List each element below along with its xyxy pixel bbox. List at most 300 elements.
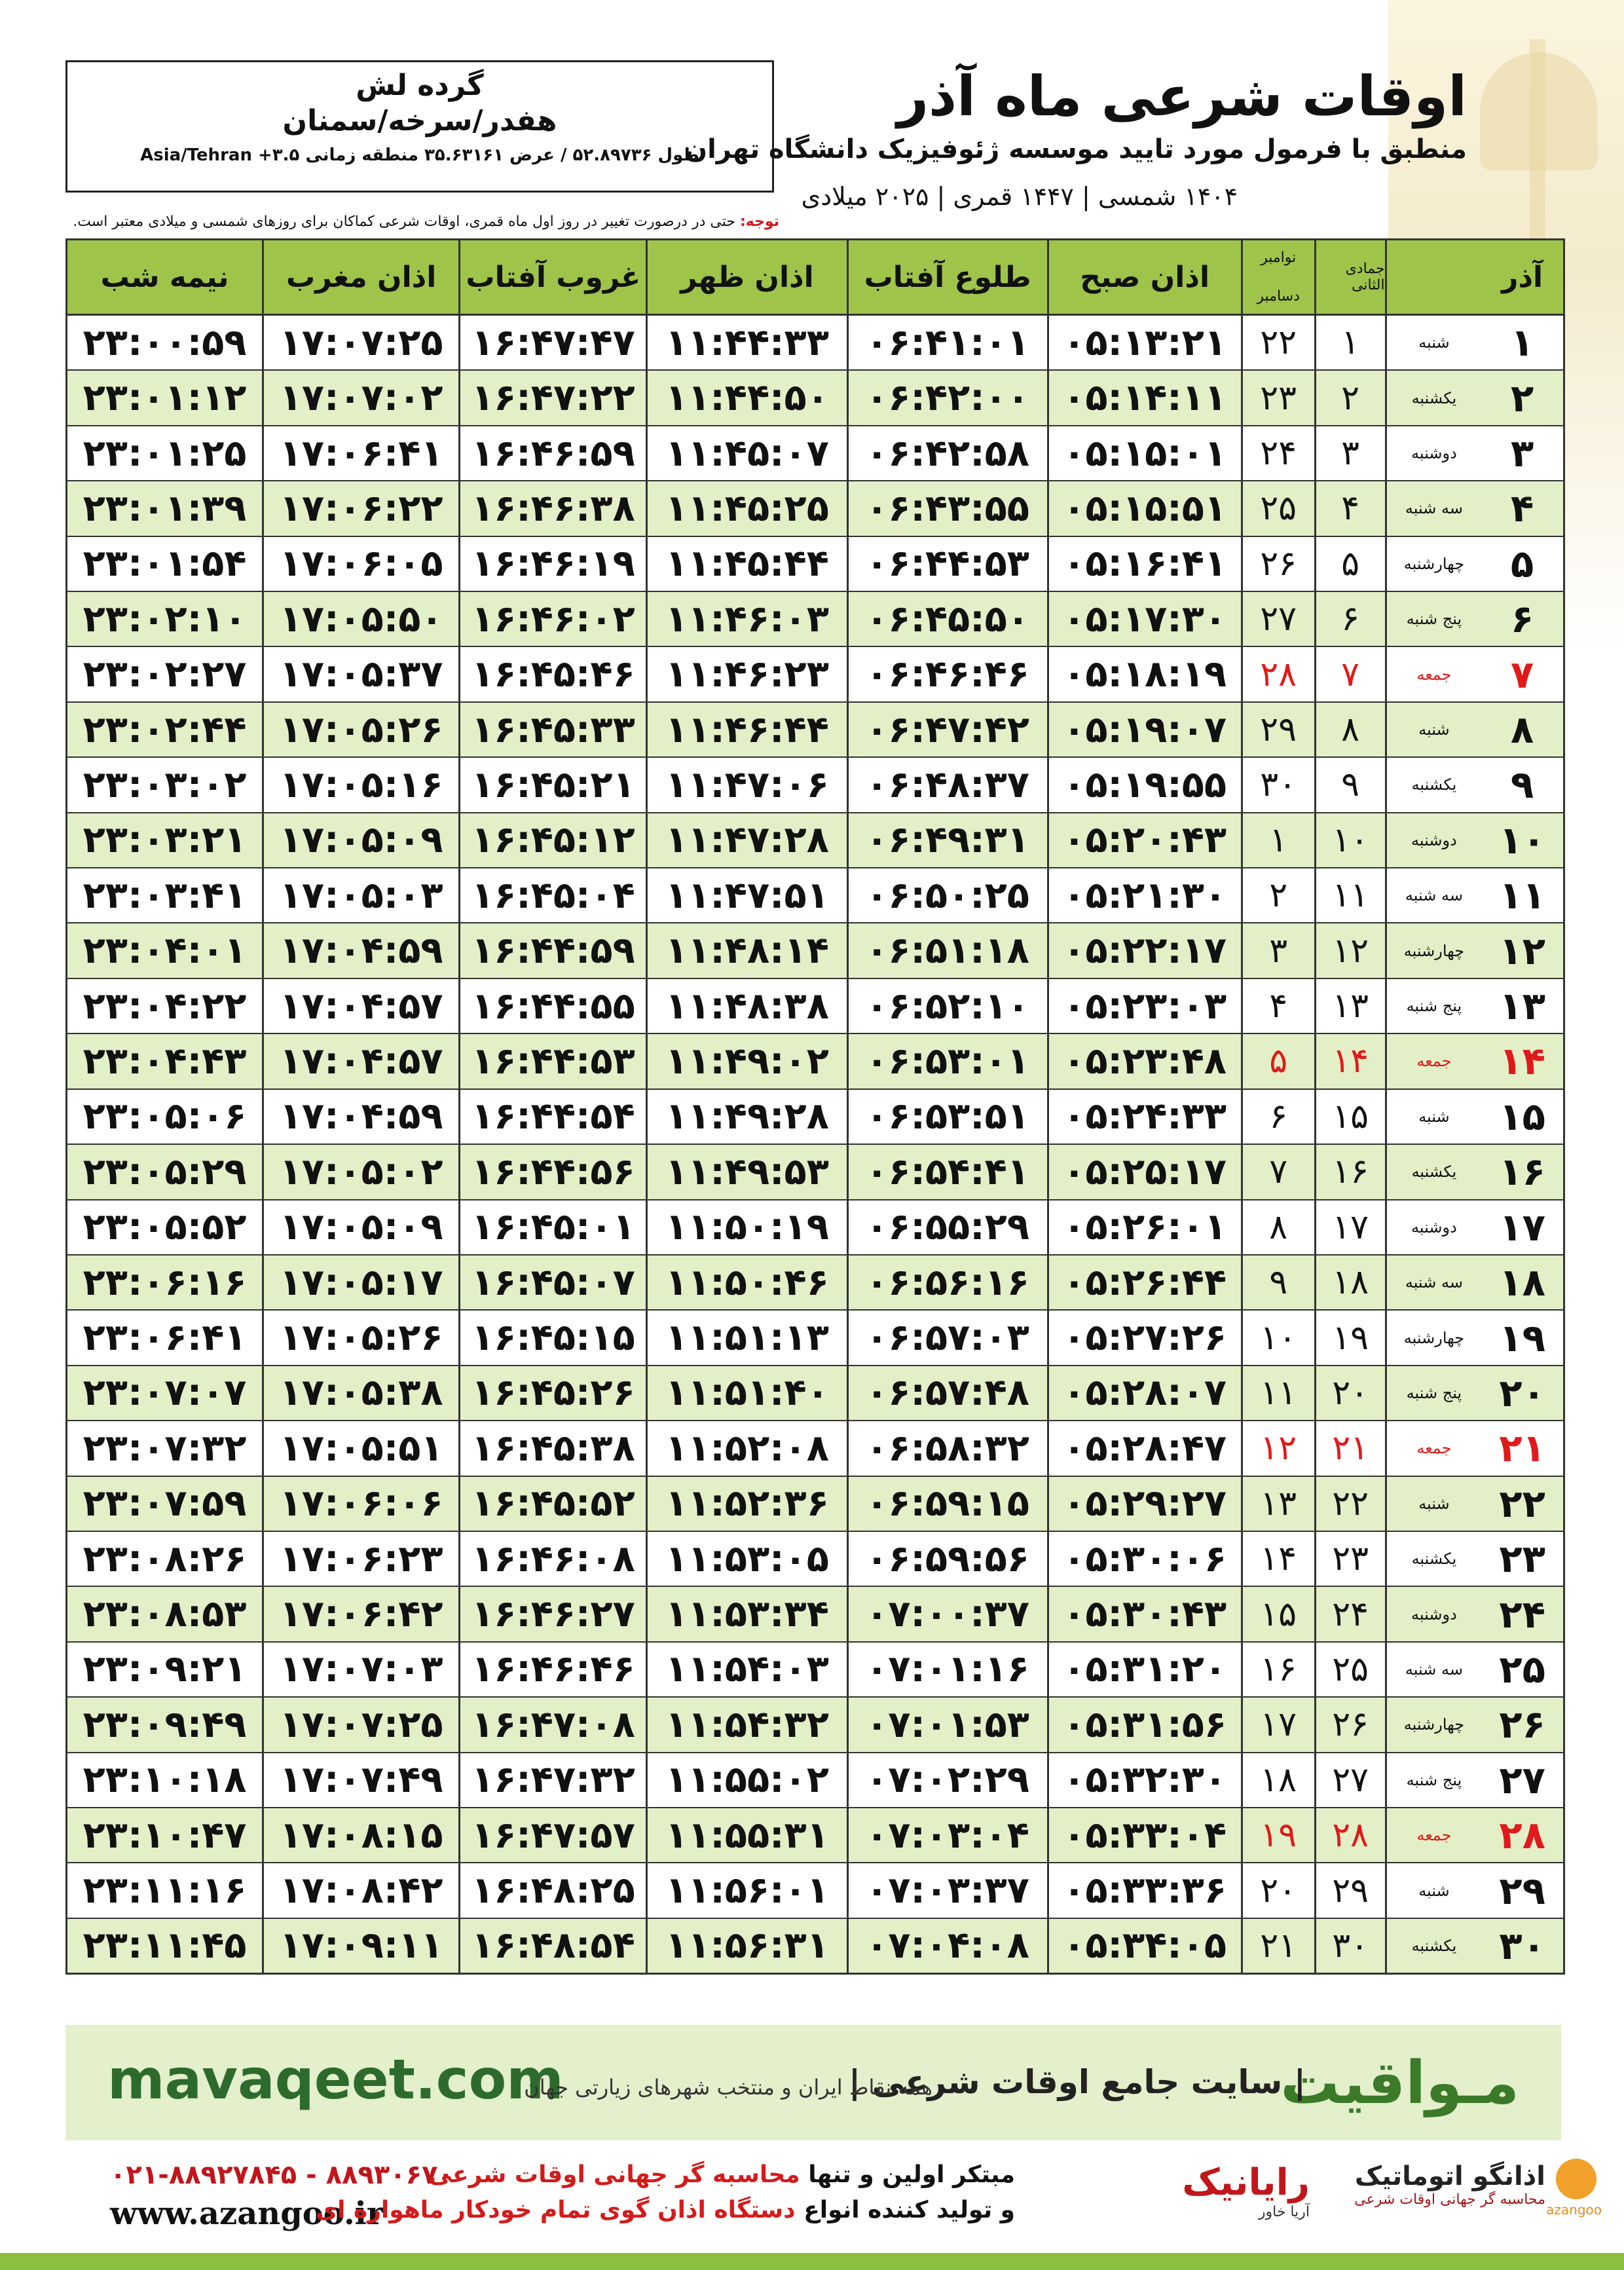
table-row	[67, 923, 1563, 978]
sunset-time: ۱۶:۴۵:۴۶	[458, 647, 646, 701]
hijri-day: ۷	[1314, 647, 1385, 701]
weekday: سه شنبه	[1385, 1643, 1482, 1696]
sunset-time: ۱۶:۴۴:۵۵	[458, 979, 646, 1033]
fajr-time: ۰۵:۳۰:۴۳	[1047, 1587, 1241, 1641]
midnight-time: ۲۳:۰۲:۱۰	[83, 597, 247, 641]
sunrise-time: ۰۶:۴۲:۵۸	[847, 426, 1047, 480]
gregorian-day: ۵	[1241, 1034, 1314, 1088]
day-number: ۲۰	[1499, 1370, 1546, 1415]
header-gregorian	[1241, 240, 1314, 314]
fajr-time: ۰۵:۳۱:۲۰	[1047, 1643, 1241, 1696]
midnight-time: ۲۳:۰۸:۲۶	[83, 1537, 247, 1580]
hijri-day: ۲۱	[1314, 1421, 1385, 1475]
table-row	[67, 1698, 1563, 1753]
gregorian-day: ۱۸	[1241, 1753, 1314, 1807]
midnight-time: ۲۳:۰۶:۱۶	[83, 1261, 247, 1304]
sunset-time: ۱۶:۴۵:۵۲	[458, 1477, 646, 1531]
table-row	[67, 537, 1563, 592]
fajr-time: ۰۵:۳۰:۰۶	[1047, 1532, 1241, 1586]
day-number: ۳	[1510, 431, 1534, 476]
hijri-day: ۲۲	[1314, 1477, 1385, 1531]
day-number: ۸	[1510, 707, 1534, 753]
gregorian-day: ۲۵	[1241, 481, 1314, 535]
hijri-day: ۴	[1314, 481, 1385, 535]
midnight-time: ۲۳:۰۲:۴۴	[83, 708, 247, 751]
table-row	[67, 1919, 1563, 1973]
maghrib-time: ۱۷:۰۷:۲۵	[262, 1698, 458, 1751]
midnight-time: ۲۳:۰۳:۲۱	[83, 819, 247, 862]
sunset-time: ۱۶:۴۷:۳۲	[458, 1753, 646, 1807]
dhuhr-time: ۱۱:۴۵:۰۷	[646, 426, 846, 480]
sunset-time: ۱۶:۴۶:۵۹	[458, 426, 646, 480]
dhuhr-time: ۱۱:۵۵:۳۱	[646, 1808, 846, 1862]
hijri-day: ۱۷	[1314, 1200, 1385, 1254]
midnight-time: ۲۳:۰۵:۵۲	[83, 1206, 247, 1249]
dhuhr-time: ۱۱:۴۷:۲۸	[646, 813, 846, 867]
midnight-time: ۲۳:۰۹:۴۹	[83, 1703, 247, 1746]
table-row	[67, 316, 1563, 371]
dhuhr-time: ۱۱:۴۵:۴۴	[646, 537, 846, 591]
day-number: ۲۵	[1499, 1647, 1546, 1692]
rayanik-sub: آریا خاور	[1258, 2204, 1310, 2220]
sunset-time: ۱۶:۴۶:۳۸	[458, 481, 646, 535]
hijri-day: ۲	[1314, 371, 1385, 424]
fajr-time: ۰۵:۲۹:۲۷	[1047, 1477, 1241, 1531]
gregorian-day: ۲۱	[1241, 1919, 1314, 1973]
weekday: دوشنبه	[1385, 1587, 1482, 1641]
maghrib-time: ۱۷:۰۴:۵۷	[262, 1034, 458, 1088]
weekday: یکشنبه	[1385, 1919, 1482, 1973]
dhuhr-time: ۱۱:۵۶:۰۱	[646, 1863, 846, 1917]
fajr-time: ۰۵:۳۳:۰۴	[1047, 1808, 1241, 1862]
sunset-time: ۱۶:۴۵:۲۶	[458, 1366, 646, 1420]
brand-logo: مـواقیت	[1280, 2049, 1519, 2117]
fajr-time: ۰۵:۲۸:۴۷	[1047, 1421, 1241, 1475]
maghrib-time: ۱۷:۰۵:۰۳	[262, 868, 458, 922]
website-link[interactable]: www.azangoo.ir	[110, 2195, 384, 2232]
maghrib-time: ۱۷:۰۷:۰۲	[262, 371, 458, 424]
sunset-time: ۱۶:۴۷:۴۷	[458, 316, 646, 369]
bottom-bar	[0, 2253, 1624, 2270]
table-row	[67, 647, 1563, 702]
phone-numbers: ۰۲۱-۸۸۹۲۷۸۴۵ - ۸۸۹۳۰۶۷۰	[110, 2160, 454, 2190]
header-gregorian-top: نوامبر	[1261, 250, 1297, 266]
hijri-day: ۸	[1314, 703, 1385, 756]
table-row	[67, 758, 1563, 813]
sunrise-time: ۰۶:۴۱:۰۱	[847, 316, 1047, 369]
maghrib-time: ۱۷:۰۵:۲۶	[262, 1311, 458, 1364]
midnight-time: ۲۳:۰۱:۲۵	[83, 432, 247, 475]
midnight-time: ۲۳:۰۴:۰۱	[83, 929, 247, 973]
midnight-time: ۲۳:۰۰:۵۹	[83, 321, 247, 364]
gregorian-day: ۱۷	[1241, 1698, 1314, 1751]
day-number: ۱۸	[1499, 1260, 1546, 1305]
weekday: شنبه	[1385, 703, 1482, 756]
weekday: جمعه	[1385, 1808, 1482, 1862]
maghrib-time: ۱۷:۰۶:۰۵	[262, 537, 458, 591]
midnight-time: ۲۳:۰۲:۲۷	[83, 653, 247, 696]
midnight-time: ۲۳:۰۷:۵۹	[83, 1482, 247, 1525]
fajr-time: ۰۵:۱۹:۵۵	[1047, 758, 1241, 811]
sunrise-time: ۰۶:۵۷:۴۸	[847, 1366, 1047, 1420]
maghrib-time: ۱۷:۰۶:۴۱	[262, 426, 458, 480]
hijri-day: ۲۷	[1314, 1753, 1385, 1807]
gregorian-day: ۹	[1241, 1256, 1314, 1309]
header-fajr: اذان صبح	[1047, 240, 1241, 314]
fajr-time: ۰۵:۲۳:۴۸	[1047, 1034, 1241, 1088]
weekday: دوشنبه	[1385, 1200, 1482, 1254]
hijri-day: ۳	[1314, 426, 1385, 480]
weekday: پنج شنبه	[1385, 979, 1482, 1033]
gregorian-day: ۲۲	[1241, 316, 1314, 369]
table-row	[67, 1421, 1563, 1476]
sunrise-time: ۰۶:۵۳:۰۱	[847, 1034, 1047, 1088]
table-row	[67, 1311, 1563, 1366]
fajr-time: ۰۵:۲۵:۱۷	[1047, 1145, 1241, 1199]
midnight-time: ۲۳:۰۱:۵۴	[83, 542, 247, 586]
gregorian-day: ۱۲	[1241, 1421, 1314, 1475]
gregorian-day: ۳۰	[1241, 758, 1314, 811]
day-number: ۲۲	[1499, 1481, 1546, 1526]
midnight-time: ۲۳:۰۶:۴۱	[83, 1316, 247, 1360]
sunset-time: ۱۶:۴۶:۴۶	[458, 1643, 646, 1696]
hijri-day: ۱۰	[1314, 813, 1385, 867]
fajr-time: ۰۵:۲۶:۴۴	[1047, 1256, 1241, 1309]
table-row	[67, 1587, 1563, 1642]
table-row	[67, 1863, 1563, 1918]
sunset-time: ۱۶:۴۶:۱۹	[458, 537, 646, 591]
hijri-day: ۶	[1314, 592, 1385, 646]
dhuhr-time: ۱۱:۵۱:۱۳	[646, 1311, 846, 1364]
midnight-time: ۲۳:۱۰:۱۸	[83, 1758, 247, 1802]
weekday: چهارشنبه	[1385, 537, 1482, 591]
city-name: گرده لش	[356, 69, 484, 102]
maghrib-time: ۱۷:۰۵:۰۲	[262, 1145, 458, 1199]
table-row	[67, 1643, 1563, 1698]
rayanik-name: رایانیک	[1182, 2161, 1310, 2204]
header-weekday	[1385, 240, 1482, 314]
midnight-time: ۲۳:۰۴:۴۳	[83, 1039, 247, 1083]
table-row	[67, 703, 1563, 758]
sunrise-time: ۰۶:۴۵:۵۰	[847, 592, 1047, 646]
hijri-day: ۱۶	[1314, 1145, 1385, 1199]
weekday: جمعه	[1385, 1034, 1482, 1088]
dhuhr-time: ۱۱:۴۷:۰۶	[646, 758, 846, 811]
midnight-time: ۲۳:۰۱:۱۲	[83, 377, 247, 420]
table-row	[67, 1200, 1563, 1256]
day-number: ۶	[1510, 597, 1534, 642]
footer-line-1a: مبتکر اولین و تنها	[800, 2161, 1015, 2188]
prayer-times-table	[65, 238, 1565, 1975]
day-number: ۱۷	[1499, 1204, 1546, 1250]
maghrib-time: ۱۷:۰۵:۰۹	[262, 1200, 458, 1254]
weekday: یکشنبه	[1385, 1145, 1482, 1199]
sunrise-time: ۰۶:۵۱:۱۸	[847, 923, 1047, 977]
table-body	[67, 316, 1563, 1973]
note	[65, 214, 779, 230]
gregorian-day: ۲۸	[1241, 647, 1314, 701]
sunrise-time: ۰۶:۴۲:۰۰	[847, 371, 1047, 424]
sunset-time: ۱۶:۴۶:۰۸	[458, 1532, 646, 1586]
hijri-day: ۱	[1314, 316, 1385, 369]
day-number: ۲۷	[1499, 1757, 1546, 1802]
maghrib-time: ۱۷:۰۴:۵۹	[262, 1090, 458, 1144]
sunrise-time: ۰۶:۵۸:۳۲	[847, 1421, 1047, 1475]
day-number: ۱۶	[1499, 1149, 1546, 1195]
weekday: شنبه	[1385, 1477, 1482, 1531]
day-number: ۲۹	[1499, 1868, 1546, 1913]
sunset-time: ۱۶:۴۵:۰۴	[458, 868, 646, 922]
fajr-time: ۰۵:۱۸:۱۹	[1047, 647, 1241, 701]
fajr-time: ۰۵:۳۲:۳۰	[1047, 1753, 1241, 1807]
hijri-day: ۱۸	[1314, 1256, 1385, 1309]
weekday: جمعه	[1385, 647, 1482, 701]
dhuhr-time: ۱۱:۵۳:۰۵	[646, 1532, 846, 1586]
sunrise-time: ۰۶:۴۸:۳۷	[847, 758, 1047, 811]
sunrise-time: ۰۶:۴۷:۴۲	[847, 703, 1047, 756]
weekday: یکشنبه	[1385, 371, 1482, 424]
weekday: پنج شنبه	[1385, 592, 1482, 646]
maghrib-time: ۱۷:۰۶:۲۲	[262, 481, 458, 535]
fajr-time: ۰۵:۱۳:۲۱	[1047, 316, 1241, 369]
sunrise-time: ۰۶:۵۰:۲۵	[847, 868, 1047, 922]
maghrib-time: ۱۷:۰۷:۲۵	[262, 316, 458, 369]
gregorian-day: ۱۳	[1241, 1477, 1314, 1531]
sunset-time: ۱۶:۴۵:۳۸	[458, 1421, 646, 1475]
fajr-time: ۰۵:۲۳:۰۳	[1047, 979, 1241, 1033]
site-url[interactable]: mavaqeet.com	[107, 2047, 564, 2112]
day-number: ۲۴	[1499, 1591, 1546, 1637]
page-subtitle: منطبق با فرمول مورد تایید موسسه ژئوفیزیک دانشگاه تهران	[684, 134, 1467, 164]
gregorian-day: ۶	[1241, 1090, 1314, 1144]
year-dates: ۱۴۰۴ شمسی | ۱۴۴۷ قمری | ۲۰۲۵ میلادی	[801, 182, 1238, 211]
maghrib-time: ۱۷:۰۵:۵۰	[262, 592, 458, 646]
fajr-time: ۰۵:۳۳:۳۶	[1047, 1863, 1241, 1917]
weekday: جمعه	[1385, 1421, 1482, 1475]
table-row	[67, 1808, 1563, 1863]
dhuhr-time: ۱۱:۵۰:۴۶	[646, 1256, 846, 1309]
sunrise-time: ۰۶:۵۴:۴۱	[847, 1145, 1047, 1199]
weekday: دوشنبه	[1385, 426, 1482, 480]
sunrise-time: ۰۶:۵۶:۱۶	[847, 1256, 1047, 1309]
day-number: ۲۳	[1499, 1536, 1546, 1582]
sunset-time: ۱۶:۴۷:۰۸	[458, 1698, 646, 1751]
sunrise-time: ۰۶:۵۵:۲۹	[847, 1200, 1047, 1254]
weekday: چهارشنبه	[1385, 1311, 1482, 1364]
hijri-day: ۹	[1314, 758, 1385, 811]
dhuhr-time: ۱۱:۴۹:۰۲	[646, 1034, 846, 1088]
fajr-time: ۰۵:۲۴:۳۳	[1047, 1090, 1241, 1144]
hijri-day: ۱۱	[1314, 868, 1385, 922]
note-text: حتی در درصورت تغییر در روز اول ماه قمری، اوقات شرعی کماکان برای روزهای شمسی و میلادی معتبر است.	[73, 214, 740, 230]
day-number: ۱۱	[1499, 873, 1546, 918]
gregorian-day: ۲۴	[1241, 426, 1314, 480]
day-number: ۲۸	[1499, 1813, 1546, 1858]
gregorian-day: ۲۶	[1241, 537, 1314, 591]
hijri-day: ۱۲	[1314, 923, 1385, 977]
sunrise-time: ۰۷:۰۰:۳۷	[847, 1587, 1047, 1641]
header-maghrib: اذان مغرب	[262, 240, 458, 314]
sunset-time: ۱۶:۴۷:۵۷	[458, 1808, 646, 1862]
header-hijri: جمادی الثانی	[1314, 240, 1385, 314]
table-row	[67, 979, 1563, 1034]
azangoo-name: اذانگو اتوماتیک	[1354, 2161, 1545, 2191]
banner-subslogan: همه نقاط ایران و منتخب شهرهای زیارتی جهان	[524, 2075, 932, 2100]
header-midnight: نیمه شب	[100, 260, 229, 294]
footer-line-1b: محاسبه گر جهانی اوقات شرعی	[428, 2161, 800, 2188]
midnight-time: ۲۳:۰۵:۲۹	[83, 1150, 247, 1193]
gregorian-day: ۱۵	[1241, 1587, 1314, 1641]
dhuhr-time: ۱۱:۴۸:۱۴	[646, 923, 846, 977]
midnight-time: ۲۳:۰۱:۳۹	[83, 487, 247, 530]
day-number: ۲۱	[1499, 1426, 1546, 1471]
hijri-day: ۲۳	[1314, 1532, 1385, 1586]
sunset-time: ۱۶:۴۵:۳۳	[458, 703, 646, 756]
table-row	[67, 1753, 1563, 1808]
gregorian-day: ۱	[1241, 813, 1314, 867]
footer-line-2	[316, 2197, 1015, 2223]
gregorian-day: ۱۴	[1241, 1532, 1314, 1586]
gregorian-day: ۱۱	[1241, 1366, 1314, 1420]
maghrib-time: ۱۷:۰۵:۵۱	[262, 1421, 458, 1475]
gregorian-day: ۷	[1241, 1145, 1314, 1199]
footer-line-1	[429, 2161, 1015, 2188]
maghrib-time: ۱۷:۰۸:۴۲	[262, 1863, 458, 1917]
dhuhr-time: ۱۱:۵۳:۳۴	[646, 1587, 846, 1641]
day-number: ۵	[1510, 541, 1534, 586]
dhuhr-time: ۱۱:۵۲:۰۸	[646, 1421, 846, 1475]
maghrib-time: ۱۷:۰۵:۱۶	[262, 758, 458, 811]
maghrib-time: ۱۷:۰۵:۰۹	[262, 813, 458, 867]
gregorian-day: ۲۰	[1241, 1863, 1314, 1917]
fajr-time: ۰۵:۳۴:۰۵	[1047, 1919, 1241, 1973]
midnight-time: ۲۳:۰۹:۲۱	[83, 1648, 247, 1691]
day-number: ۱۴	[1499, 1039, 1546, 1084]
dhuhr-time: ۱۱:۵۴:۰۳	[646, 1643, 846, 1696]
day-number: ۷	[1510, 652, 1534, 697]
midnight-time: ۲۳:۰۸:۵۳	[83, 1593, 247, 1636]
dhuhr-time: ۱۱:۵۱:۴۰	[646, 1366, 846, 1420]
weekday: سه شنبه	[1385, 868, 1482, 922]
dhuhr-time: ۱۱:۴۴:۵۰	[646, 371, 846, 424]
header-day: آذر	[1502, 260, 1543, 294]
sunrise-time: ۰۶:۴۹:۳۱	[847, 813, 1047, 867]
sunset-time: ۱۶:۴۷:۲۲	[458, 371, 646, 424]
gregorian-day: ۱۶	[1241, 1643, 1314, 1696]
table-row	[67, 1366, 1563, 1421]
day-number: ۹	[1510, 762, 1534, 808]
weekday: شنبه	[1385, 1863, 1482, 1917]
sunset-time: ۱۶:۴۵:۲۱	[458, 758, 646, 811]
hijri-day: ۵	[1314, 537, 1385, 591]
sunset-time: ۱۶:۴۸:۵۴	[458, 1919, 646, 1973]
day-number: ۱۳	[1499, 984, 1546, 1029]
day-number: ۲	[1510, 375, 1534, 420]
sunrise-time: ۰۶:۴۶:۴۶	[847, 647, 1047, 701]
dhuhr-time: ۱۱:۴۹:۵۳	[646, 1145, 846, 1199]
hijri-day: ۱۳	[1314, 979, 1385, 1033]
fajr-time: ۰۵:۲۲:۱۷	[1047, 923, 1241, 977]
maghrib-time: ۱۷:۰۵:۳۸	[262, 1366, 458, 1420]
day-number: ۳۰	[1499, 1923, 1546, 1968]
maghrib-time: ۱۷:۰۴:۵۷	[262, 979, 458, 1033]
maghrib-time: ۱۷:۰۶:۴۲	[262, 1587, 458, 1641]
dhuhr-time: ۱۱:۴۶:۰۳	[646, 592, 846, 646]
weekday: پنج شنبه	[1385, 1753, 1482, 1807]
hijri-day: ۲۴	[1314, 1587, 1385, 1641]
day-number: ۱۲	[1499, 928, 1546, 973]
dhuhr-time: ۱۱:۵۴:۳۲	[646, 1698, 846, 1751]
maghrib-time: ۱۷:۰۶:۰۶	[262, 1477, 458, 1531]
hijri-day: ۲۸	[1314, 1808, 1385, 1862]
table-row	[67, 1090, 1563, 1145]
table-row	[67, 1256, 1563, 1311]
fajr-time: ۰۵:۱۶:۴۱	[1047, 537, 1241, 591]
weekday: چهارشنبه	[1385, 923, 1482, 977]
header-dhuhr: اذان ظهر	[646, 240, 846, 314]
fajr-time: ۰۵:۱۹:۰۷	[1047, 703, 1241, 756]
sunset-time: ۱۶:۴۴:۵۶	[458, 1145, 646, 1199]
weekday: یکشنبه	[1385, 758, 1482, 811]
gregorian-day: ۱۰	[1241, 1311, 1314, 1364]
sunset-time: ۱۶:۴۵:۱۵	[458, 1311, 646, 1364]
maghrib-time: ۱۷:۰۶:۲۳	[262, 1532, 458, 1586]
fajr-time: ۰۵:۱۵:۵۱	[1047, 481, 1241, 535]
hijri-day: ۲۶	[1314, 1698, 1385, 1751]
weekday: سه شنبه	[1385, 481, 1482, 535]
midnight-time: ۲۳:۱۱:۱۶	[83, 1869, 247, 1912]
dhuhr-time: ۱۱:۴۴:۳۳	[646, 316, 846, 369]
banner-slogan: | سایت جامع اوقات شرعی |	[848, 2063, 1306, 2101]
gregorian-day: ۲۹	[1241, 703, 1314, 756]
table-row	[67, 868, 1563, 923]
sunset-time: ۱۶:۴۶:۰۲	[458, 592, 646, 646]
sunrise-time: ۰۷:۰۱:۱۶	[847, 1643, 1047, 1696]
day-number: ۲۶	[1499, 1702, 1546, 1747]
maghrib-time: ۱۷:۰۵:۳۷	[262, 647, 458, 701]
fajr-time: ۰۵:۲۱:۳۰	[1047, 868, 1241, 922]
weekday: یکشنبه	[1385, 1532, 1482, 1586]
midnight-time: ۲۳:۰۳:۴۱	[83, 874, 247, 917]
maghrib-time: ۱۷:۰۷:۴۹	[262, 1753, 458, 1807]
header-gregorian-bottom: دسامبر	[1257, 288, 1300, 305]
midnight-time: ۲۳:۱۰:۴۷	[83, 1814, 247, 1857]
hijri-day: ۱۴	[1314, 1034, 1385, 1088]
gregorian-day: ۴	[1241, 979, 1314, 1033]
weekday: پنج شنبه	[1385, 1366, 1482, 1420]
weekday: چهارشنبه	[1385, 1698, 1482, 1751]
dhuhr-time: ۱۱:۴۸:۳۸	[646, 979, 846, 1033]
sunrise-time: ۰۷:۰۳:۰۴	[847, 1808, 1047, 1862]
dhuhr-time: ۱۱:۴۹:۲۸	[646, 1090, 846, 1144]
weekday: سه شنبه	[1385, 1256, 1482, 1309]
dhuhr-time: ۱۱:۴۶:۴۴	[646, 703, 846, 756]
maghrib-time: ۱۷:۰۹:۱۱	[262, 1919, 458, 1973]
maghrib-time: ۱۷:۰۸:۱۵	[262, 1808, 458, 1862]
weekday: شنبه	[1385, 316, 1482, 369]
table-header	[67, 240, 1563, 316]
sunset-time: ۱۶:۴۵:۰۱	[458, 1200, 646, 1254]
footer-line-2a: و تولید کننده انواع	[795, 2197, 1015, 2223]
sunrise-time: ۰۶:۵۷:۰۳	[847, 1311, 1047, 1364]
region-name: هفدر/سرخه/سمنان	[282, 104, 557, 138]
fajr-time: ۰۵:۱۴:۱۱	[1047, 371, 1241, 424]
sunrise-time: ۰۶:۵۲:۱۰	[847, 979, 1047, 1033]
location-info-box	[65, 60, 774, 193]
coordinates: طول ۵۲.۸۹۷۳۶ / عرض ۳۵.۶۳۱۶۱ منطقه زمانی ۳.۵+ Asia/Tehran	[140, 145, 699, 165]
gregorian-day: ۱۹	[1241, 1808, 1314, 1862]
fajr-time: ۰۵:۲۷:۲۶	[1047, 1311, 1241, 1364]
